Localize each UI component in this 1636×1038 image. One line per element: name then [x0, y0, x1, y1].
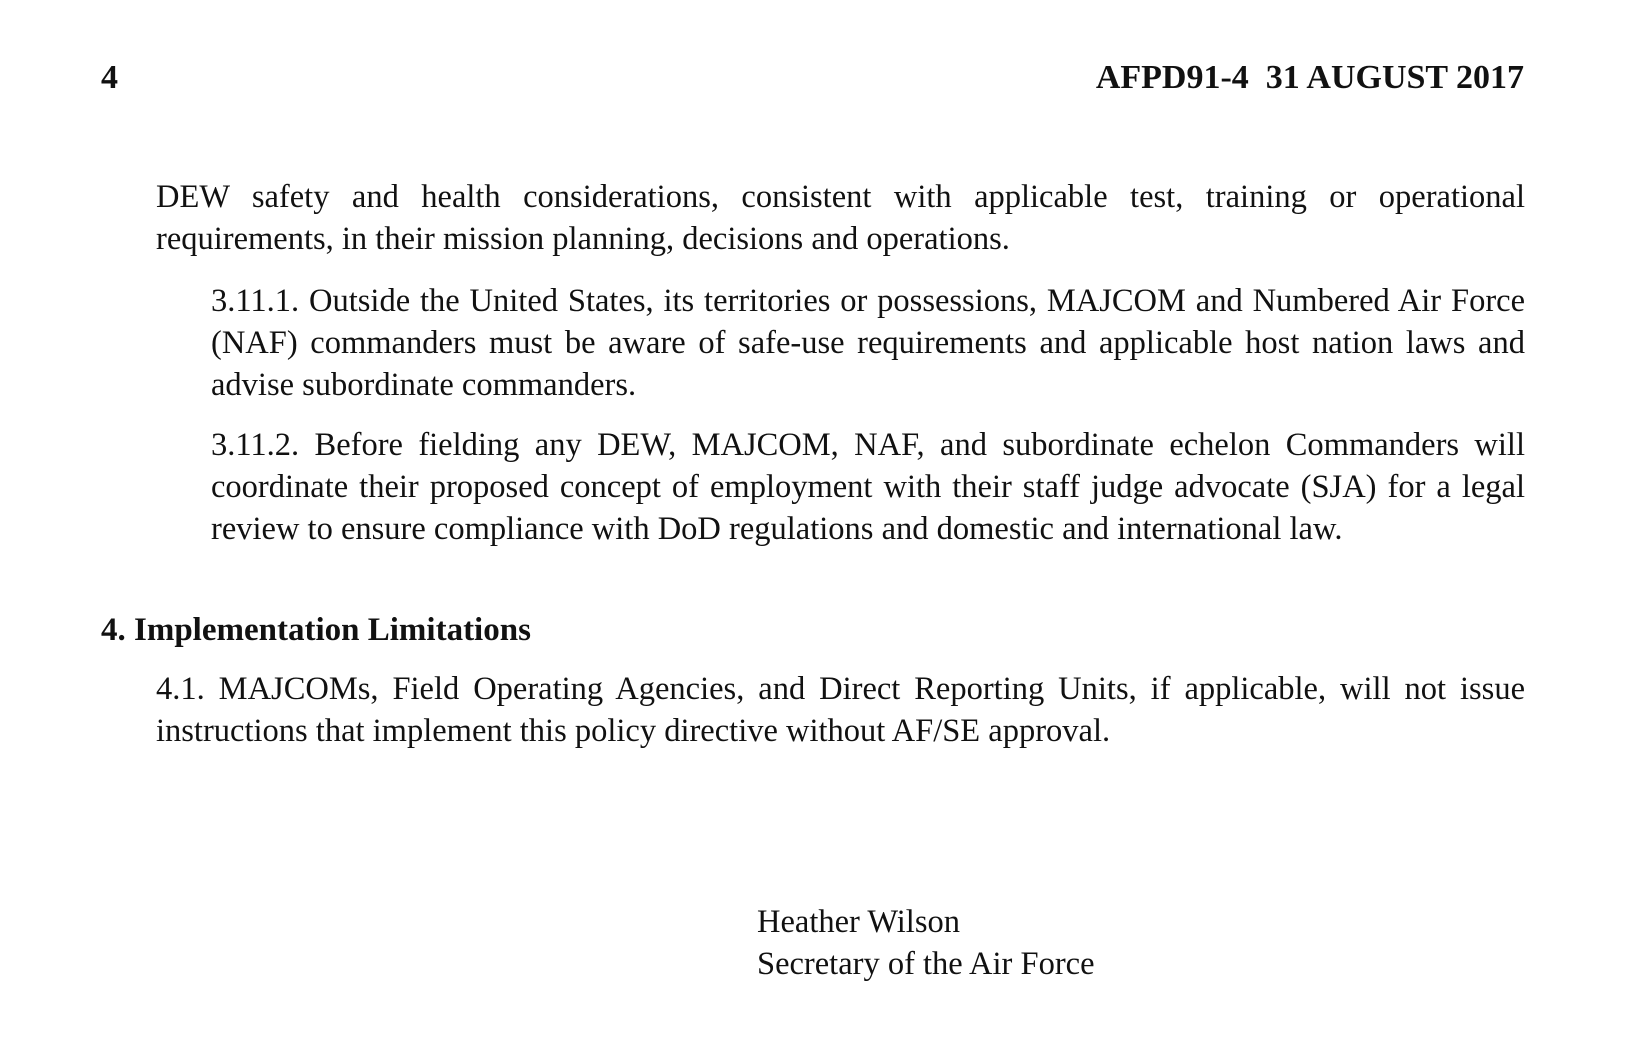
paragraph-3-11-2: 3.11.2. Before fielding any DEW, MAJCOM, NAF, and subordinate echelon Commanders will coordinate their proposed concept of employment with their staff judge advocate (SJA) for a legal review to ensure compliance with DoD regulations and domestic and international law. [211, 427, 1525, 547]
paragraph-3-11-continuation: DEW safety and health considerations, consistent with applicable test, training or operational requirements, in their mission planning, decisions and operations. [156, 179, 1525, 257]
signatory-name: Heather Wilson [757, 904, 960, 940]
document-id-date: AFPD91-4 31 AUGUST 2017 [1095, 59, 1524, 96]
signatory-title: Secretary of the Air Force [757, 946, 1095, 982]
page-header [101, 58, 1524, 98]
section-4-heading: 4. Implementation Limitations [101, 612, 531, 648]
signature-block [757, 901, 1095, 985]
paragraph-3-11-1: 3.11.1. Outside the United States, its territories or possessions, MAJCOM and Numbered Air Force (NAF) commanders must be aware of safe-use requirements and applicable host nation laws and advise subordinate commanders. [211, 283, 1525, 403]
paragraph-4-1: 4.1. MAJCOMs, Field Operating Agencies, and Direct Reporting Units, if applicable, will not issue instructions that implement this policy directive without AF/SE approval. [156, 671, 1525, 749]
page-number: 4 [101, 59, 118, 96]
